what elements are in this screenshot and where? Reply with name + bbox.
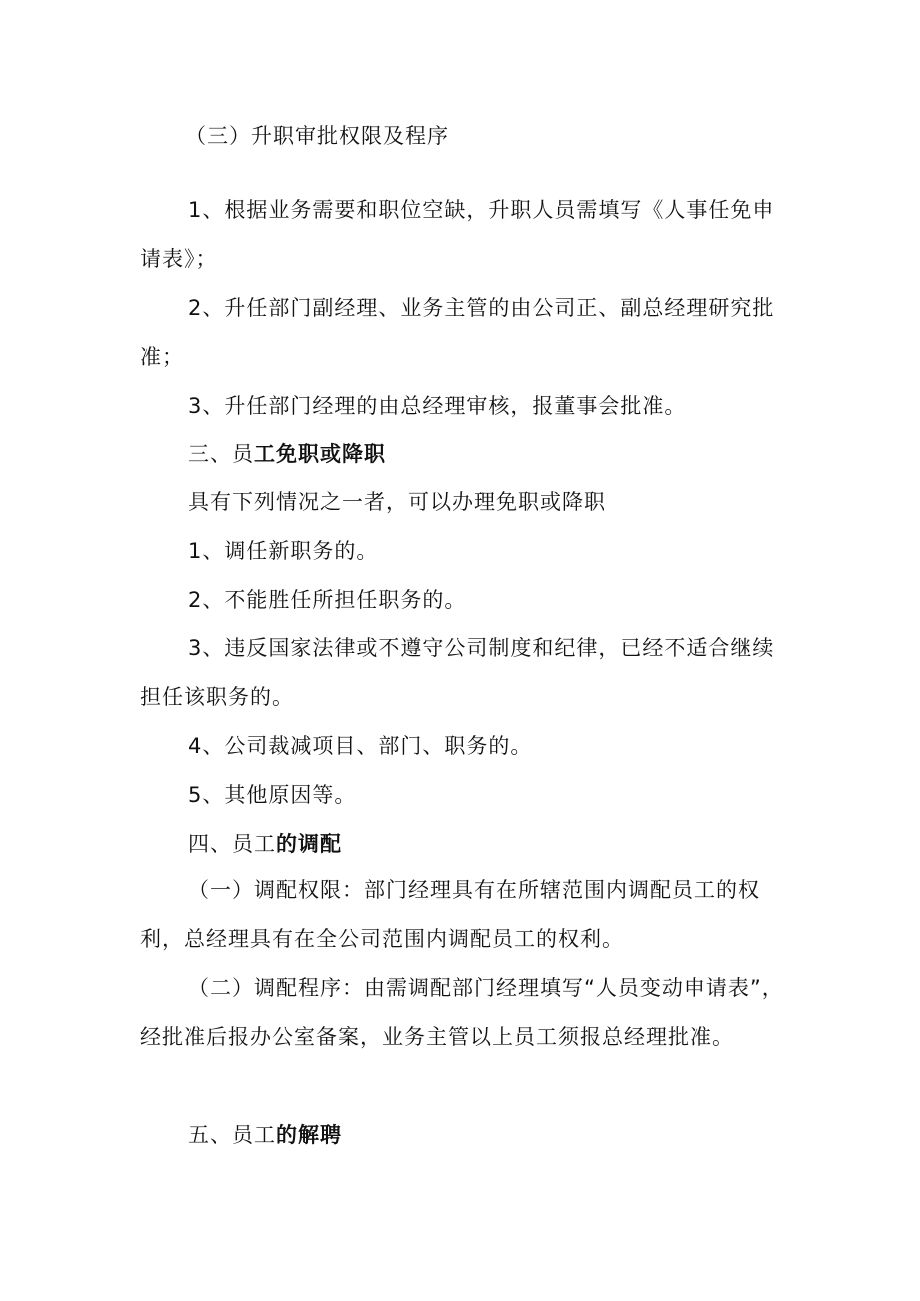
heading-dismissal-demotion (140, 430, 790, 479)
heading-transfer-lead: 四、员工 (188, 832, 276, 856)
paragraph-dismissal-3: 3、违反国家法律或不遵守公司制度和纪律，已经不适合继续担任该职务的。 (140, 636, 775, 709)
paragraph-dismissal-4: 4、公司裁减项目、部门、职务的。 (188, 734, 533, 758)
paragraph-dismissal-intro: 具有下列情况之一者，可以办理免职或降职 (188, 490, 606, 514)
heading-termination-lead: 五、员工 (188, 1123, 276, 1147)
heading-dismissal-lead: 三、员 (188, 442, 254, 466)
paragraph-dismissal-5: 5、其他原因等。 (188, 783, 357, 807)
heading-transfer (140, 820, 790, 869)
paragraph-transfer-procedure: （二）调配程序：由需调配部门经理填写“人员变动申请表”，经批准后报办公室备案，业务主管以上员工须报总经理批准。 (140, 976, 784, 1049)
paragraph-promotion-2: 2、升任部门副经理、业务主管的由公司正、副总经理研究批准； (140, 296, 775, 369)
paragraph-promotion-3: 3、升任部门经理的由总经理审核，报董事会批准。 (188, 394, 687, 418)
section-heading-promotion-approval: （三）升职审批权限及程序 (185, 124, 449, 148)
paragraph-promotion-1: 1、根据业务需要和职位空缺，升职人员需填写《人事任免申请表》； (140, 198, 775, 271)
heading-dismissal-rest: 工免职或降职 (254, 442, 386, 466)
paragraph-dismissal-1: 1、调任新职务的。 (188, 539, 379, 563)
heading-transfer-rest: 的调配 (276, 832, 342, 856)
heading-termination (140, 1111, 790, 1160)
paragraph-dismissal-2: 2、不能胜任所担任职务的。 (188, 588, 467, 612)
heading-termination-rest: 的解聘 (276, 1123, 342, 1147)
paragraph-transfer-authority: （一）调配权限：部门经理具有在所辖范围内调配员工的权利，总经理具有在全公司范围内调配员工的权利。 (140, 878, 760, 951)
